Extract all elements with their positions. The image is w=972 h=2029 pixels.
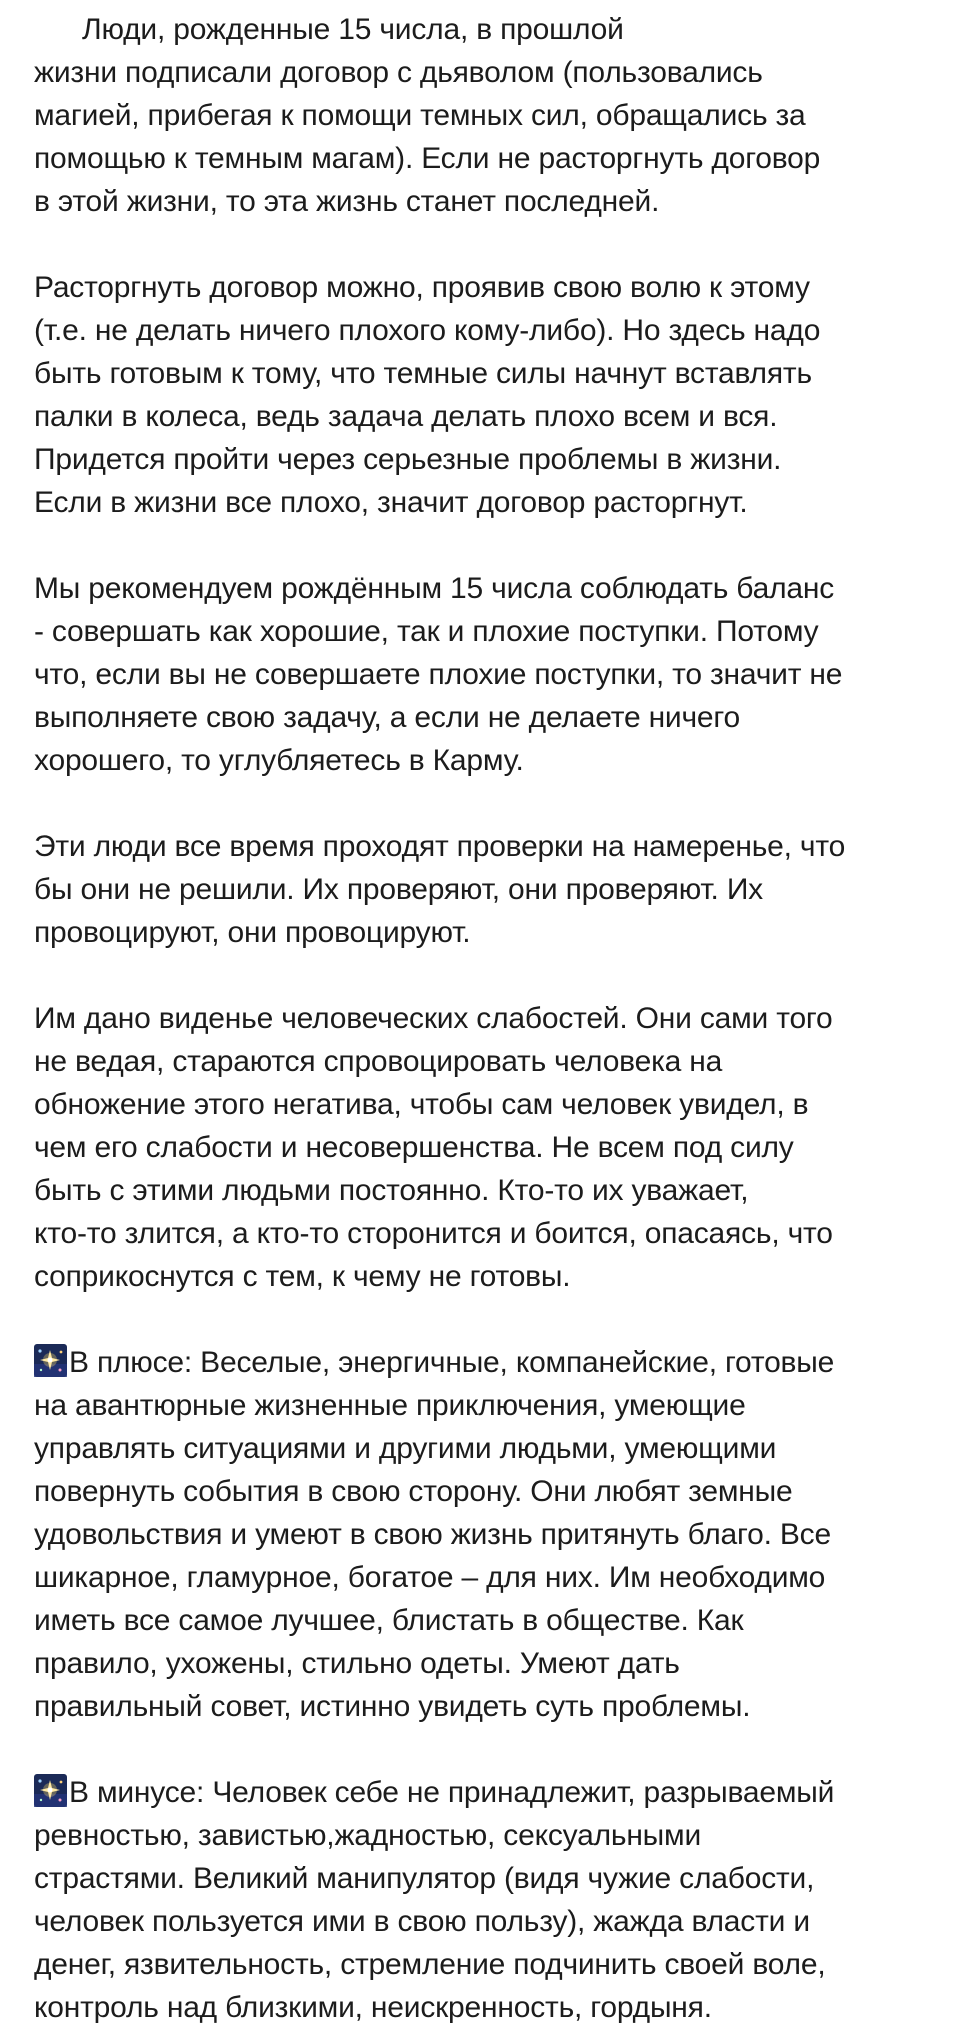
sparkles-night-sky-icon bbox=[34, 1344, 67, 1377]
paragraph-gap bbox=[34, 1728, 964, 1771]
sparkles-night-sky-icon bbox=[34, 1774, 67, 1807]
text-line: (т.е. не делать ничего плохого кому-либо). Но здесь надо bbox=[34, 314, 821, 347]
text-line: правило, ухожены, стильно одеты. Умеют дать bbox=[34, 1647, 680, 1680]
text-line: иметь все самое лучшее, блистать в обществе. Как bbox=[34, 1604, 744, 1637]
text-line: человек пользуется ими в свою пользу), жажда власти и bbox=[34, 1905, 810, 1938]
text-line: чем его слабости и несовершенства. Не всем под силу bbox=[34, 1131, 794, 1164]
text-line: кто-то злится, а кто-то сторонится и боится, опасаясь, что bbox=[34, 1217, 833, 1250]
text-line: палки в колеса, ведь задача делать плохо всем и вся. bbox=[34, 400, 778, 433]
text-line: в этой жизни, то эта жизнь станет последней. bbox=[34, 185, 660, 218]
paragraph-gap bbox=[34, 954, 964, 997]
text-line: выполняете свою задачу, а если не делаете ничего bbox=[34, 701, 740, 734]
paragraph-gap bbox=[34, 782, 964, 825]
text-line: удовольствия и умеют в свою жизнь притянуть благо. Все bbox=[34, 1518, 831, 1551]
text-line: управлять ситуациями и другими людьми, умеющими bbox=[34, 1432, 777, 1465]
text-line: Расторгнуть договор можно, проявив свою волю к этому bbox=[34, 271, 810, 304]
text-line: Если в жизни все плохо, значит договор расторгнут. bbox=[34, 486, 748, 519]
paragraph-gap bbox=[34, 223, 964, 266]
paragraph-5 bbox=[34, 997, 964, 1298]
text-line: что, если вы не совершаете плохие поступки, то значит не bbox=[34, 658, 843, 691]
paragraph-1 bbox=[34, 8, 964, 223]
text-line: на авантюрные жизненные приключения, умеющие bbox=[34, 1389, 746, 1422]
article-text bbox=[34, 8, 964, 2029]
minus-heading-line: В минусе: Человек себе не принадлежит, разрываемый bbox=[69, 1776, 835, 1809]
text-line: Люди, рожденные 15 числа, в прошлой bbox=[82, 13, 624, 46]
text-line bbox=[34, 1341, 964, 1384]
text-line: правильный совет, истинно увидеть суть проблемы. bbox=[34, 1690, 751, 1723]
paragraph-2 bbox=[34, 266, 964, 524]
paragraph-gap bbox=[34, 1298, 964, 1341]
text-line: жизни подписали договор с дьяволом (пользовались bbox=[34, 56, 763, 89]
text-line: магией, прибегая к помощи темных сил, обращались за bbox=[34, 99, 806, 132]
paragraph-3 bbox=[34, 567, 964, 782]
plus-heading-line: В плюсе: Веселые, энергичные, компанейские, готовые bbox=[69, 1346, 835, 1379]
text-line: быть с этими людьми постоянно. Кто-то их уважает, bbox=[34, 1174, 749, 1207]
text-line: Придется пройти через серьезные проблемы в жизни. bbox=[34, 443, 782, 476]
paragraph-4 bbox=[34, 825, 964, 954]
text-line: шикарное, гламурное, богатое – для них. Им необходимо bbox=[34, 1561, 826, 1594]
text-line: хорошего, то углубляетесь в Карму. bbox=[34, 744, 524, 777]
text-line: быть готовым к тому, что темные силы начнут вставлять bbox=[34, 357, 812, 390]
text-line: контроль над близкими, неискренность, гордыня. bbox=[34, 1991, 712, 2024]
text-line: бы они не решили. Их проверяют, они проверяют. Их bbox=[34, 873, 763, 906]
text-line: Мы рекомендуем рождённым 15 числа соблюдать баланс bbox=[34, 572, 835, 605]
paragraph-gap bbox=[34, 524, 964, 567]
text-line: не ведая, стараются спровоцировать человека на bbox=[34, 1045, 723, 1078]
text-line: провоцируют, они провоцируют. bbox=[34, 916, 471, 949]
text-line bbox=[34, 1771, 964, 1814]
text-line: денег, язвительность, стремление подчинить своей воле, bbox=[34, 1948, 826, 1981]
text-line: ревностью, завистью,жадностью, сексуальными bbox=[34, 1819, 702, 1852]
text-line: - совершать как хорошие, так и плохие поступки. Потому bbox=[34, 615, 819, 648]
paragraph-minus bbox=[34, 1771, 964, 2029]
text-line: обножение этого негатива, чтобы сам человек увидел, в bbox=[34, 1088, 809, 1121]
text-line: Эти люди все время проходят проверки на намеренье, что bbox=[34, 830, 846, 863]
text-line: соприкоснутся с тем, к чему не готовы. bbox=[34, 1260, 571, 1293]
text-line: повернуть события в свою сторону. Они любят земные bbox=[34, 1475, 793, 1508]
text-line: страстями. Великий манипулятор (видя чужие слабости, bbox=[34, 1862, 815, 1895]
text-line: Им дано виденье человеческих слабостей. Они сами того bbox=[34, 1002, 833, 1035]
paragraph-plus bbox=[34, 1341, 964, 1728]
text-line: помощью к темным магам). Если не расторгнуть договор bbox=[34, 142, 821, 175]
